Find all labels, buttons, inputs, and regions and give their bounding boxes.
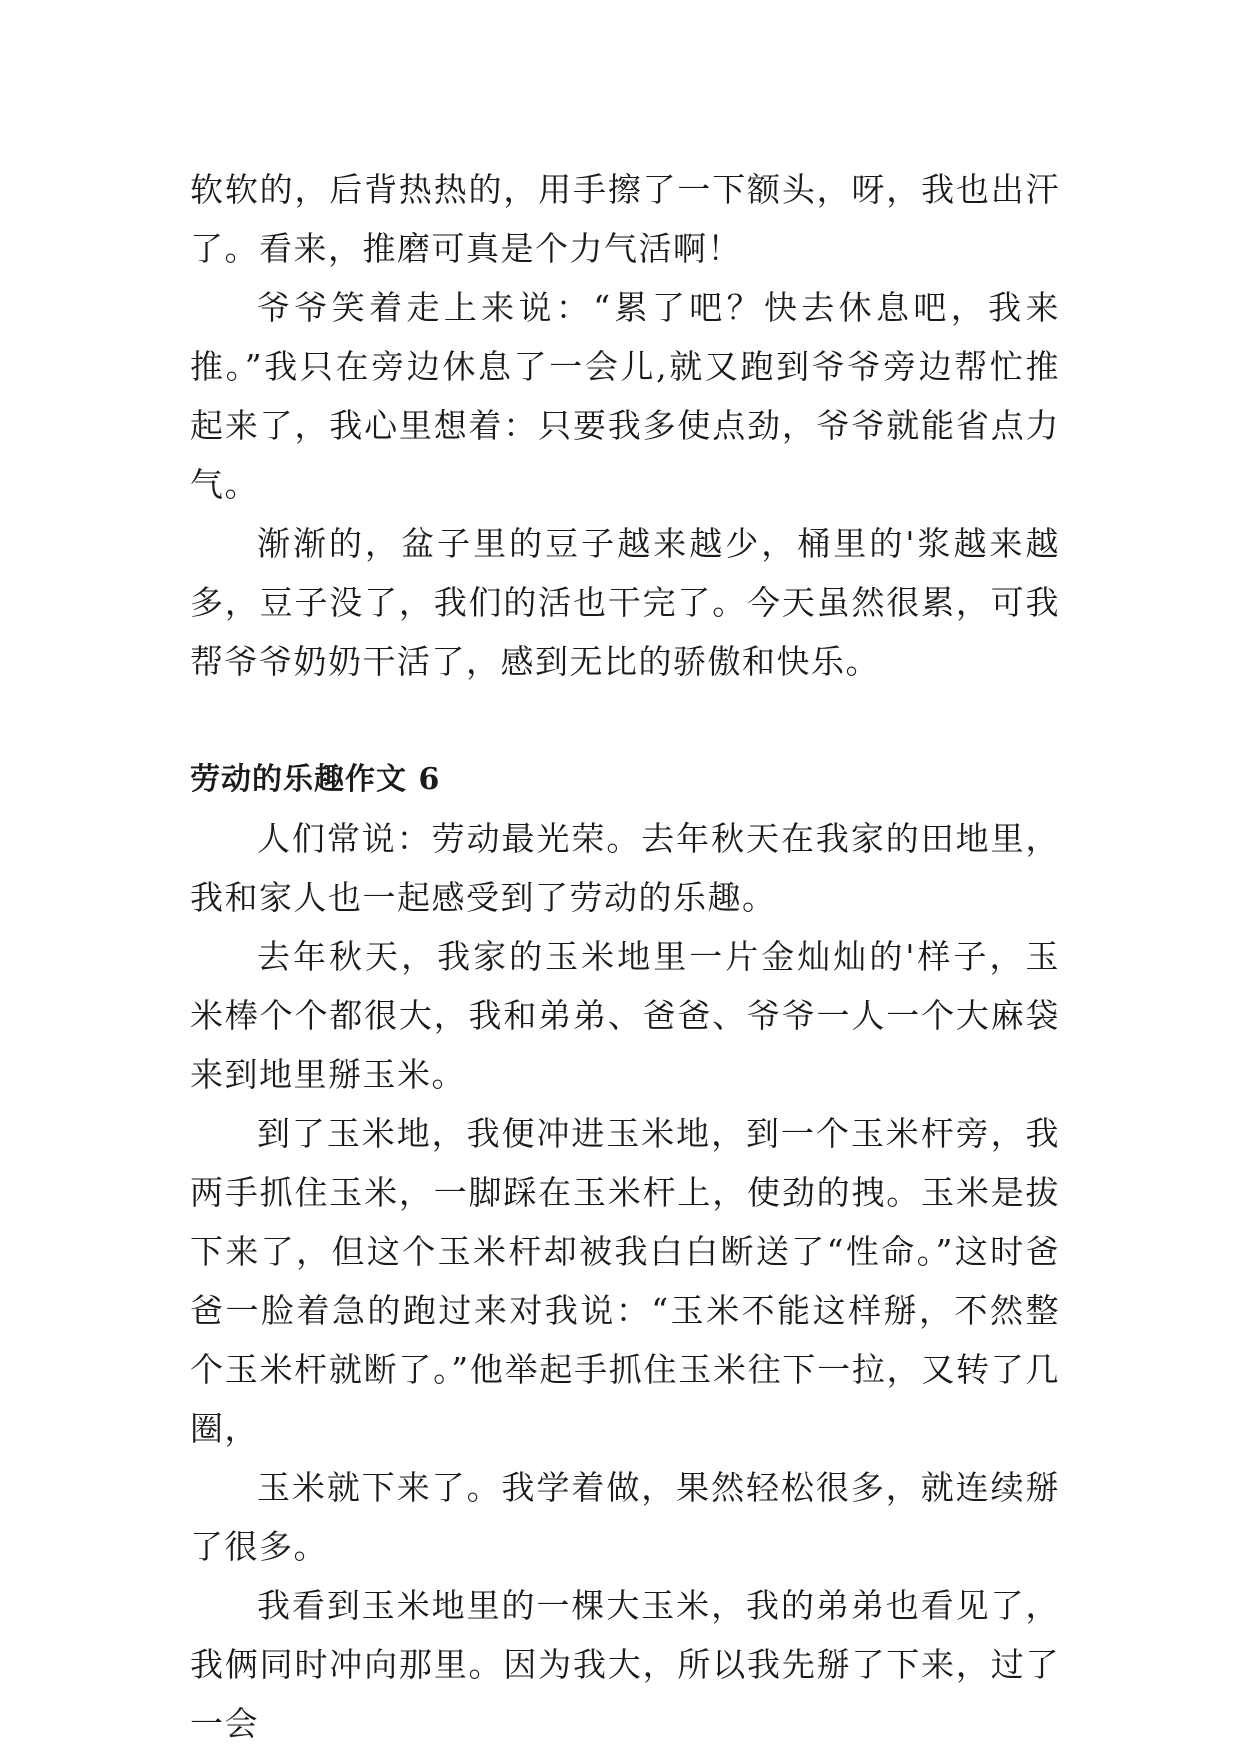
paragraph: 爷爷笑着走上来说：“累了吧？快去休息吧，我来推。”我只在旁边休息了一会儿,就又跑到爷爷旁边帮忙推起来了，我心里想着：只要我多使点劲，爷爷就能省点力气。: [190, 288, 1060, 504]
paragraph: 渐渐的，盆子里的豆子越来越少，桶里的'浆越来越多，豆子没了，我们的活也干完了。今天虽然很累，可我帮爷爷奶奶干活了，感到无比的骄傲和快乐。: [190, 524, 1060, 681]
paragraph-continuation: 软软的，后背热热的，用手擦了一下额头，呀，我也出汗了。看来，推磨可真是个力气活啊！: [190, 170, 1060, 268]
section-spacer: [190, 691, 1060, 750]
paragraph: 去年秋天，我家的玉米地里一片金灿灿的'样子，玉米棒个个都很大，我和弟弟、爸爸、爷爷一人一个大麻袋来到地里掰玉米。: [190, 937, 1060, 1094]
paragraph: 到了玉米地，我便冲进玉米地，到一个玉米杆旁，我两手抓住玉米，一脚踩在玉米杆上，使劲的拽。玉米是拔下来了，但这个玉米杆却被我白白断送了“性命。”这时爸爸一脸着急的跑过来对我说：“玉米不能这样掰，不然整个玉米杆就断了。”他举起手抓住玉米往下一拉，又转了几圈，: [190, 1114, 1060, 1448]
paragraph: 我看到玉米地里的一棵大玉米，我的弟弟也看见了，我俩同时冲向那里。因为我大，所以我先掰了下来，过了一会: [190, 1586, 1060, 1743]
document-body: [190, 160, 1060, 1753]
paragraph: 玉米就下来了。我学着做，果然轻松很多，就连续掰了很多。: [190, 1468, 1060, 1566]
paragraph: 人们常说：劳动最光荣。去年秋天在我家的田地里，我和家人也一起感受到了劳动的乐趣。: [190, 819, 1060, 917]
section-title: 劳动的乐趣作文 6: [190, 762, 441, 797]
